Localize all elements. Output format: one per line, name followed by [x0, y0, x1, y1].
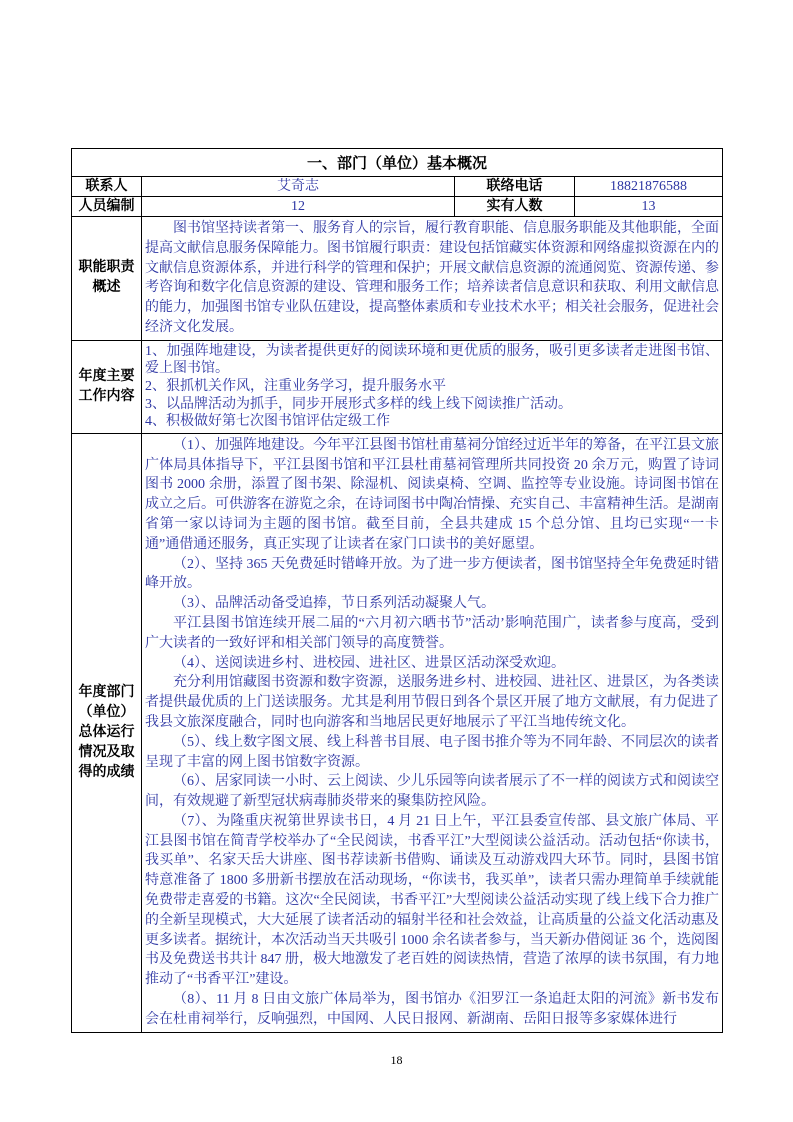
staff-row — [72, 197, 723, 217]
annual-work-item: 4、积极做好第七次图书馆评估定级工作 — [145, 414, 390, 430]
annual-work-label: 年度主要工作内容 — [72, 340, 142, 433]
performance-paragraph: （6）、居家同读一小时、云上阅读、少儿乐园等向读者展示了不一样的阅读方式和阅读空间，有效规避了新型冠状病毒肺炎带来的聚集防控风险。 — [145, 774, 720, 810]
performance-paragraph: （4）、送阅读进乡村、进校园、进社区、进景区活动深受欢迎。 — [173, 655, 565, 671]
duties-text: 图书馆坚持读者第一、服务育人的宗旨，履行教育职能、信息服务职能及其他职能，全面提高文献信息服务保障能力。图书馆履行职责：建设包括馆藏实体资源和网络虚拟资源在内的文献信息资源体系，并进行科学的管理和保护；开展文献信息资源的流通阅览、资源传递、参考咨询和数字化信息资源的建设、管理和服务工作；培养读者信息意识和获取、利用文献信息的能力，加强图书馆专业队伍建设，提高整体素质和专业技术水平；相关社会服务，促进社会经济文化发展。 — [145, 221, 720, 335]
performance-paragraph: 充分利用馆藏图书资源和数字资源，送服务进乡村、进校园、进社区、进景区，为各类读者提供最优质的上门送读服务。尤其是利用节假日到各个景区开展了地方文献展，有力促进了我县文旅深度融合，同时也向游客和当地居民更好地展示了平江当地传统文化。 — [145, 675, 720, 730]
duties-row — [72, 217, 723, 341]
actual-staff-value: 13 — [575, 197, 723, 217]
performance-paragraph: （7）、为隆重庆祝第世界读书日，4 月 21 日上午，平江县委宣传部、县文旅广体局、平江县图书馆在简青学校举办了“全民阅读，书香平江”大型阅读公益活动。活动包括“你读书，我买单”、名家天岳大讲座、图书荐读新书借购、诵读及互动游戏四大环节。同时，县图书馆特意准备了 1800 多册新书摆放在活动现场，“你读书，我买单”，读者只需办理简单手续就能免费带走喜爱的书籍。这次“全民阅读，书香平江”大型阅读公益活动实现了线上线下合力推广的全新呈现模式，大大延展了读者活动的辐射半径和社会效益，让高质量的公益文化活动惠及更多读者。据统计，本次活动当天共吸引 1000 余名读者参与，当天新办借阅证 36 个，选阅图书及免费送书共计 847 册，极大地激发了老百姓的阅读热情，营造了浓厚的读书氛围，有力地推动了“书香平江”建设。 — [145, 813, 720, 988]
table-title: 一、部门（单位）基本概况 — [72, 149, 723, 177]
actual-staff-label: 实有人数 — [455, 197, 575, 217]
duties-label: 职能职责概述 — [72, 217, 142, 341]
phone-number-value: 18821876588 — [575, 177, 723, 197]
performance-row — [72, 433, 723, 1032]
annual-work-item: 2、狠抓机关作风，注重业务学习，提升服务水平 — [145, 378, 446, 394]
annual-work-item: 1、加强阵地建设，为读者提供更好的阅读环境和更优质的服务，吸引更多读者走进图书馆、爱上图书馆。 — [145, 343, 720, 377]
annual-work-row — [72, 340, 723, 433]
performance-paragraph: （3）、品牌活动备受追捧，节日系列活动凝聚人气。 — [173, 596, 495, 612]
performance-paragraph: （8）、11 月 8 日由文旅广体局举为，图书馆办《汨罗江一条追赶太阳的河流》新书发布会在杜甫祠举行，反响强烈，中国网、人民日报网、新湖南、岳阳日报等多家媒体进行 — [145, 992, 720, 1027]
phone-label: 联络电话 — [455, 177, 575, 197]
performance-paragraph: 平江县图书馆连续开展二届的“六月初六晒书节”活动’影响范围广，读者参与度高，受到广大读者的一致好评和相关部门领导的高度赞誉。 — [145, 615, 720, 651]
page-number: 18 — [390, 1053, 403, 1067]
performance-label: 年度部门（单位）总体运行情况及取得的成绩 — [72, 433, 142, 1032]
contact-name-value: 艾奇志 — [142, 177, 455, 197]
duties-content — [142, 217, 723, 341]
performance-paragraph: （5）、线上数字图文展、线上科普书目展、电子图书推介等为不同年龄、不同层次的读者呈现了丰富的网上图书馆数字资源。 — [145, 734, 720, 770]
performance-paragraph: （1）、加强阵地建设。今年平江县图书馆杜甫墓祠分馆经过近半年的筹备，在平江县文旅广体局具体指导下，平江县图书馆和平江县杜甫墓祠管理所共同投资 20 余万元，购置了诗词图书 2000 余册，添置了图书架、除湿机、阅读桌椅、空调、监控等专业设施。诗词图书馆在成立之后。可供游客在游览之余，在诗词图书中陶冶情操、充实自己、丰富精神生活。是湖南省第一家以诗词为主题的图书馆。截至目前，全县共建成 15 个总分馆、且均已实现“一卡通”通借通还服务，真正实现了让读者在家门口读书的美好愿望。 — [145, 437, 720, 552]
authorized-staff-value: 12 — [142, 197, 455, 217]
table-title-row — [72, 149, 723, 177]
contact-label: 联系人 — [72, 177, 142, 197]
department-overview-table — [71, 148, 723, 1033]
authorized-staff-label: 人员编制 — [72, 197, 142, 217]
annual-work-content — [142, 340, 723, 433]
performance-content — [142, 433, 723, 1032]
performance-paragraph: （2）、坚持 365 天免费延时错峰开放。为了进一步方便读者，图书馆坚持全年免费延时错峰开放。 — [145, 556, 720, 592]
contact-row — [72, 177, 723, 197]
annual-work-item: 3、以品牌活动为抓手，同步开展形式多样的线上线下阅读推广活动。 — [145, 396, 572, 412]
